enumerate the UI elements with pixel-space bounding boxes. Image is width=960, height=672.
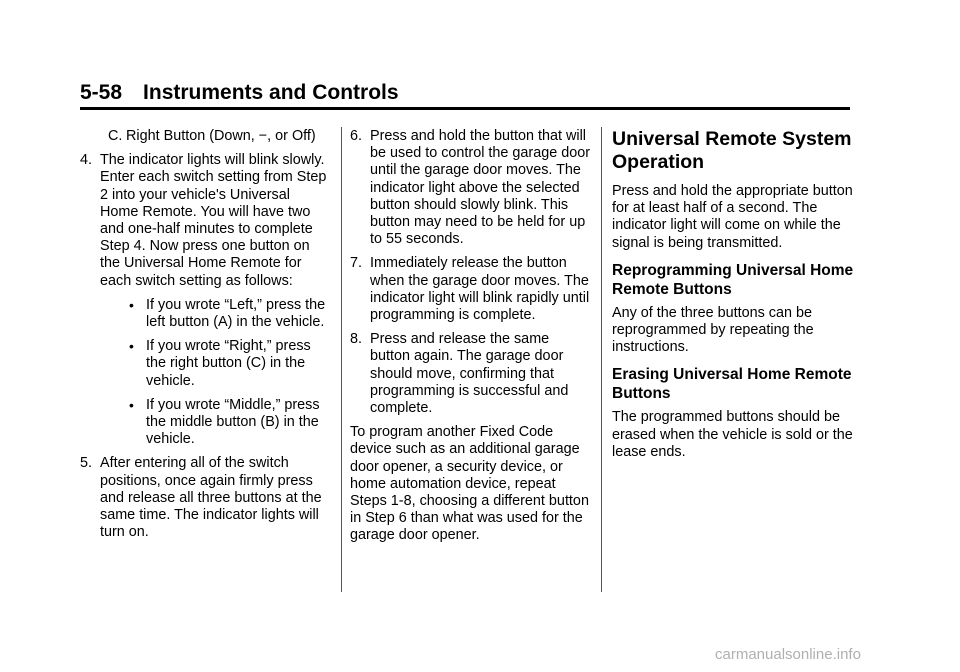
column-2 <box>350 128 590 552</box>
body-paragraph: Press and hold the appropriate button for at least half of a second. The indicator light will come on while the signal is being transmitted. <box>612 183 853 251</box>
bullet-icon: • <box>129 338 134 355</box>
subsection-heading: Reprogramming Universal Home Remote Buttons <box>612 261 854 298</box>
bullet-item <box>80 297 330 331</box>
step-number: 5. <box>80 455 93 472</box>
section-heading: Universal Remote System Operation <box>612 128 852 173</box>
sub-step-text: Right Button (Down, −, or Off) <box>126 128 316 144</box>
step-text: After entering all of the switch positions, once again firmly press and release all three buttons at the same time. The indicator lights will turn on. <box>100 455 322 541</box>
page-header <box>80 80 850 106</box>
step-text: Immediately release the button when the garage door moves. The indicator light will blink rapidly until programming is complete. <box>370 255 590 324</box>
bullet-text: If you wrote “Left,” press the left button (A) in the vehicle. <box>146 296 326 331</box>
bullet-text: If you wrote “Middle,” press the middle button (B) in the vehicle. <box>146 396 320 448</box>
subsection-heading: Erasing Universal Home Remote Buttons <box>612 366 852 403</box>
page-title: 5-58 Instruments and Controls <box>80 81 399 104</box>
step-text: Press and release the same button again. The garage door should move, confirming that programming is successful and complete. <box>370 331 569 417</box>
step-8 <box>350 331 590 417</box>
body-paragraph: Any of the three buttons can be reprogrammed by repeating the instructions. <box>612 304 814 356</box>
body-paragraph: To program another Fixed Code device such as an additional garage door opener, a security device, or home automation device, repeat Steps 1-8, choosing a different button in Step 6 than what was used for the garage door opener. <box>350 424 589 544</box>
sub-step-c <box>82 128 330 145</box>
column-3 <box>612 128 857 468</box>
bullet-icon: • <box>129 396 134 413</box>
step-number: 6. <box>350 128 363 144</box>
step-4 <box>80 152 330 290</box>
watermark: carmanualsonline.info <box>715 646 861 663</box>
sub-step-letter: C. <box>108 128 123 144</box>
step-number: 7. <box>350 255 363 272</box>
step-7 <box>350 255 590 324</box>
step-text: Press and hold the button that will be used to control the garage door until the garage door moves. The indicator light above the selected button should slowly blink. This button may need to be held for up to 55 seconds. <box>370 128 591 248</box>
bullet-icon: • <box>129 296 134 313</box>
column-divider-2 <box>601 127 602 592</box>
column-divider-1 <box>341 127 342 592</box>
step-number: 8. <box>350 331 363 348</box>
bullet-item <box>80 397 330 449</box>
step-5 <box>80 455 330 541</box>
step-number: 4. <box>80 152 93 169</box>
header-rule <box>80 107 850 110</box>
body-paragraph: The programmed buttons should be erased when the vehicle is sold or the lease ends. <box>612 409 853 460</box>
column-1 <box>80 128 330 548</box>
step-text: The indicator lights will blink slowly. Enter each switch setting from Step 2 into your vehicle's Universal Home Remote. You will have two and one-half minutes to complete Step 4. Now press one button on the Universal Home Remote for each switch setting as follows: <box>100 152 327 289</box>
bullet-text: If you wrote “Right,” press the right button (C) in the vehicle. <box>146 338 311 389</box>
bullet-item <box>80 338 330 390</box>
step-6 <box>350 128 590 248</box>
